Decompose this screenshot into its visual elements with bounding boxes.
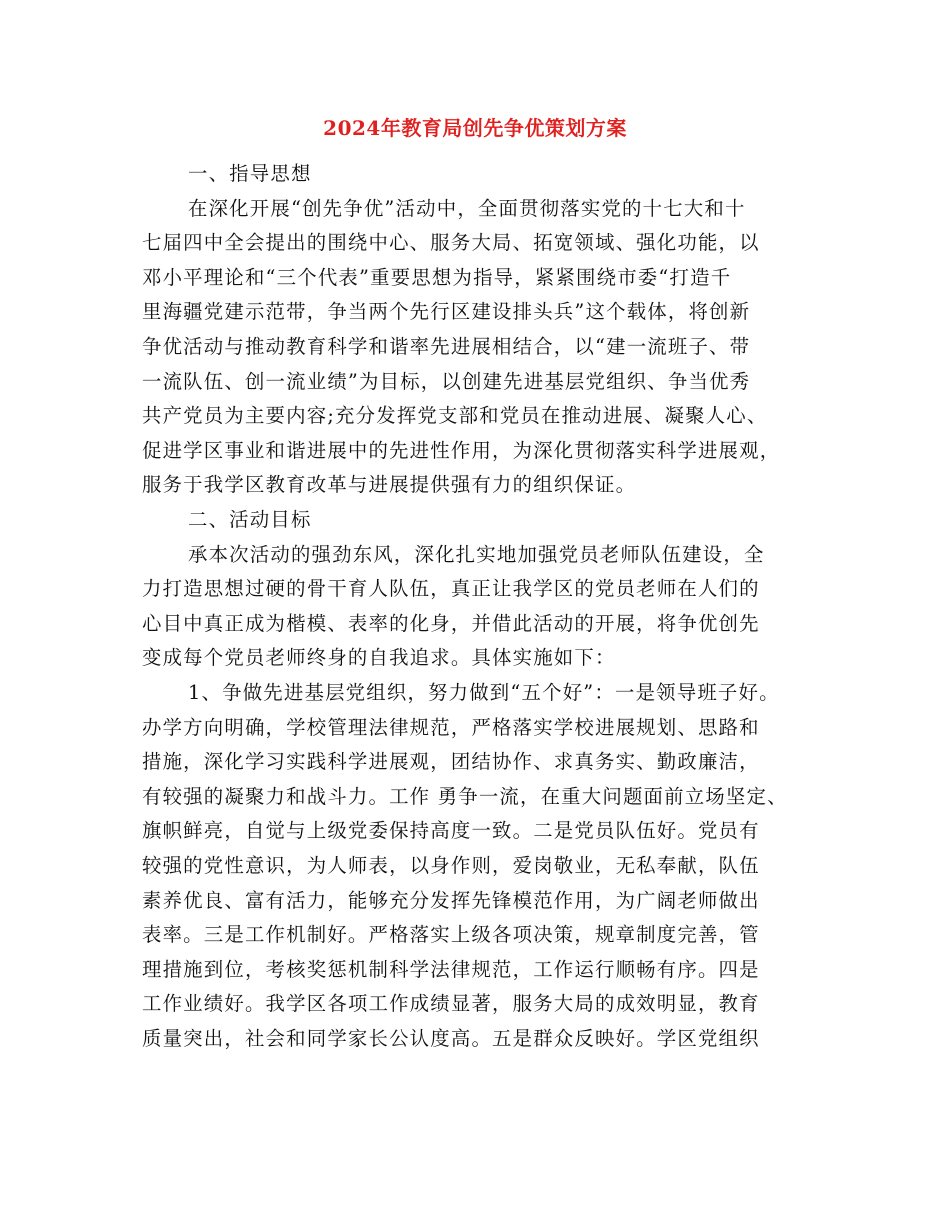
body-line: 较强的党性意识，为人师表，以身作则，爱岗敬业，无私奉献，队伍 <box>142 854 760 877</box>
body-line: 工作业绩好。我学区各项工作成绩显著，服务大局的成效明显，教育 <box>142 992 760 1016</box>
body-line: 办学方向明确，学校管理法律规范，严格落实学校进展规划、思路和 <box>142 715 760 739</box>
body-line: 邓小平理论和“三个代表”重要思想为指导，紧紧围绕市委“打造千 <box>142 265 732 289</box>
body-line: 七届四中全会提出的围绕中心、服务大局、拓宽领域、强化功能，以 <box>142 231 760 255</box>
body-line: 有较强的凝聚力和战斗力。工作 勇争一流，在重大问题面前立场坚定、 <box>142 784 788 808</box>
document-title: 2024年教育局创先争优策划方案 <box>323 116 627 140</box>
body-line: 里海疆党建示范带，争当两个先行区建设排头兵”这个载体，将创新 <box>142 300 751 324</box>
body-line: 理措施到位，考核奖惩机制科学法律规范，工作运行顺畅有序。四是 <box>142 957 760 981</box>
body-line: 促进学区事业和谐进展中的先进性作用，为深化贯彻落实科学进展观， <box>142 438 781 462</box>
body-line: 在深化开展“创先争优”活动中，全面贯彻落实党的十七大和十 <box>188 196 746 220</box>
body-line: 心目中真正成为楷模、表率的化身，并借此活动的开展，将争优创先 <box>142 611 760 635</box>
body-line: 措施，深化学习实践科学进展观，团结协作、求真务实、勤政廉洁， <box>142 750 760 774</box>
body-line: 1、争做先进基层党组织，努力做到“五个好”：一是领导班子好。 <box>188 681 780 704</box>
body-line: 一流队伍、创一流业绩”为目标，以创建先进基层党组织、争当优秀 <box>142 369 751 393</box>
body-line: 变成每个党员老师终身的自我追求。具体实施如下： <box>142 646 616 670</box>
body-line: 二、活动目标 <box>188 508 312 531</box>
body-line: 质量突出，社会和同学家长公认度高。五是群众反映好。学区党组织 <box>142 1027 760 1050</box>
body-line: 共产党员为主要内容;充分发挥党支部和党员在推动进展、凝聚人心、 <box>142 404 768 428</box>
body-line: 素养优良、富有活力，能够充分发挥先锋模范作用，为广阔老师做出 <box>142 888 760 912</box>
body-line: 力打造思想过硬的骨干育人队伍，真正让我学区的党员老师在人们的 <box>142 577 760 601</box>
body-line: 服务于我学区教育改革与进展提供强有力的组织保证。 <box>142 473 637 497</box>
body-line: 争优活动与推动教育科学和谐率先进展相结合，以“建一流班子、带 <box>142 335 751 358</box>
body-line: 表率。三是工作机制好。严格落实上级各项决策，规章制度完善，管 <box>142 923 760 947</box>
body-line: 承本次活动的强劲东风，深化扎实地加强党员老师队伍建设，全 <box>188 542 765 566</box>
body-line: 旗帜鲜亮，自觉与上级党委保持高度一致。二是党员队伍好。党员有 <box>142 819 760 843</box>
body-line: 一、指导思想 <box>188 162 312 185</box>
